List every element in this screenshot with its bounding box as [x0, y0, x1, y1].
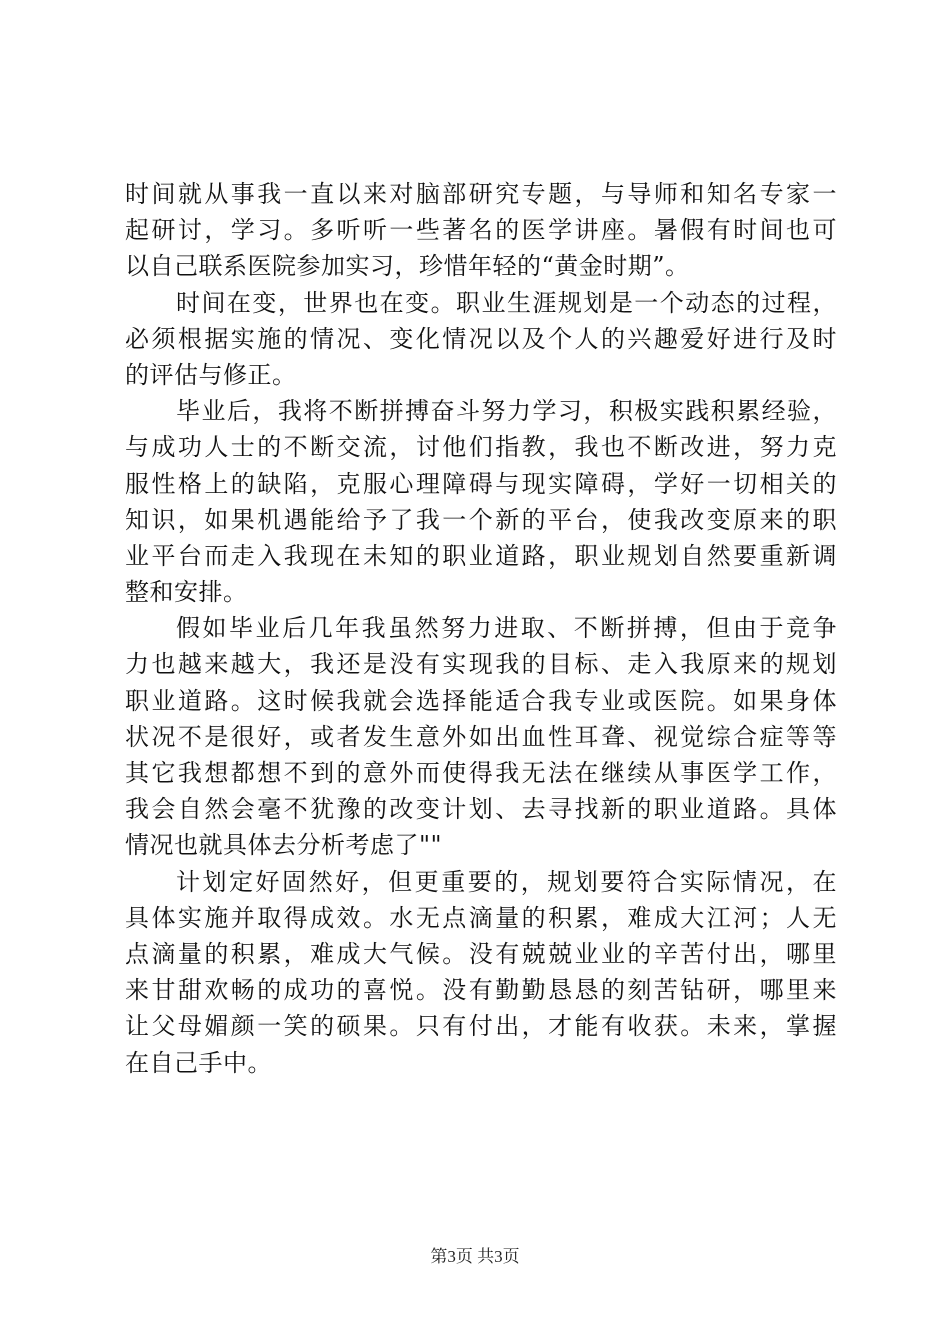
text-line: 来甘甜欢畅的成功的喜悦。没有勤勤恳恳的刻苦钻研，哪里来 — [125, 976, 837, 1005]
text-line: 计划定好固然好，但更重要的，规划要符合实际情况，在 — [176, 867, 837, 896]
text-line: 的评估与修正。 — [125, 360, 297, 389]
text-line: 服性格上的缺陷，克服心理障碍与现实障碍，学好一切相关的 — [125, 469, 837, 498]
document-body — [125, 176, 837, 1081]
text-line: 其它我想都想不到的意外而使得我无法在继续从事医学工作， — [125, 759, 837, 787]
text-line: 时间在变，世界也在变。职业生涯规划是一个动态的过程， — [176, 288, 837, 317]
text-line: 假如毕业后几年我虽然努力进取、不断拼搏，但由于竞争 — [176, 614, 837, 643]
text-line: 我会自然会毫不犹豫的改变计划、去寻找新的职业道路。具体 — [125, 795, 837, 824]
text-line: 毕业后，我将不断拼搏奋斗努力学习，积极实践积累经验， — [176, 397, 837, 426]
text-line: 具体实施并取得成效。水无点滴量的积累，难成大江河；人无 — [125, 903, 837, 932]
text-line: 情况也就具体去分析考虑了"" — [125, 831, 443, 860]
text-line: 状况不是很好，或者发生意外如出血性耳聋、视觉综合症等等 — [125, 722, 837, 751]
text-line: 以自己联系医院参加实习，珍惜年轻的“黄金时期”。 — [125, 252, 690, 281]
text-line: 在自己手中。 — [125, 1048, 272, 1077]
text-line: 职业道路。这时候我就会选择能适合我专业或医院。如果身体 — [125, 686, 837, 715]
text-line: 起研讨，学习。多听听一些著名的医学讲座。暑假有时间也可 — [125, 216, 837, 245]
text-line: 必须根据实施的情况、变化情况以及个人的兴趣爱好进行及时 — [125, 324, 837, 353]
text-line: 与成功人士的不断交流，讨他们指教，我也不断改进，努力克 — [125, 433, 837, 462]
text-line: 让父母媚颜一笑的硕果。只有付出，才能有收获。未来，掌握 — [125, 1012, 837, 1041]
text-line: 业平台而走入我现在未知的职业道路，职业规划自然要重新调 — [125, 541, 837, 570]
page-footer: 第3页 共3页 — [430, 1247, 520, 1266]
text-line: 时间就从事我一直以来对脑部研究专题，与导师和知名专家一 — [125, 180, 837, 208]
text-line: 点滴量的积累，难成大气候。没有兢兢业业的辛苦付出，哪里 — [125, 939, 837, 968]
text-line: 知识，如果机遇能给予了我一个新的平台，使我改变原来的职 — [125, 505, 837, 534]
text-line: 整和安排。 — [125, 578, 248, 607]
text-line: 力也越来越大，我还是没有实现我的目标、走入我原来的规划 — [125, 650, 837, 679]
